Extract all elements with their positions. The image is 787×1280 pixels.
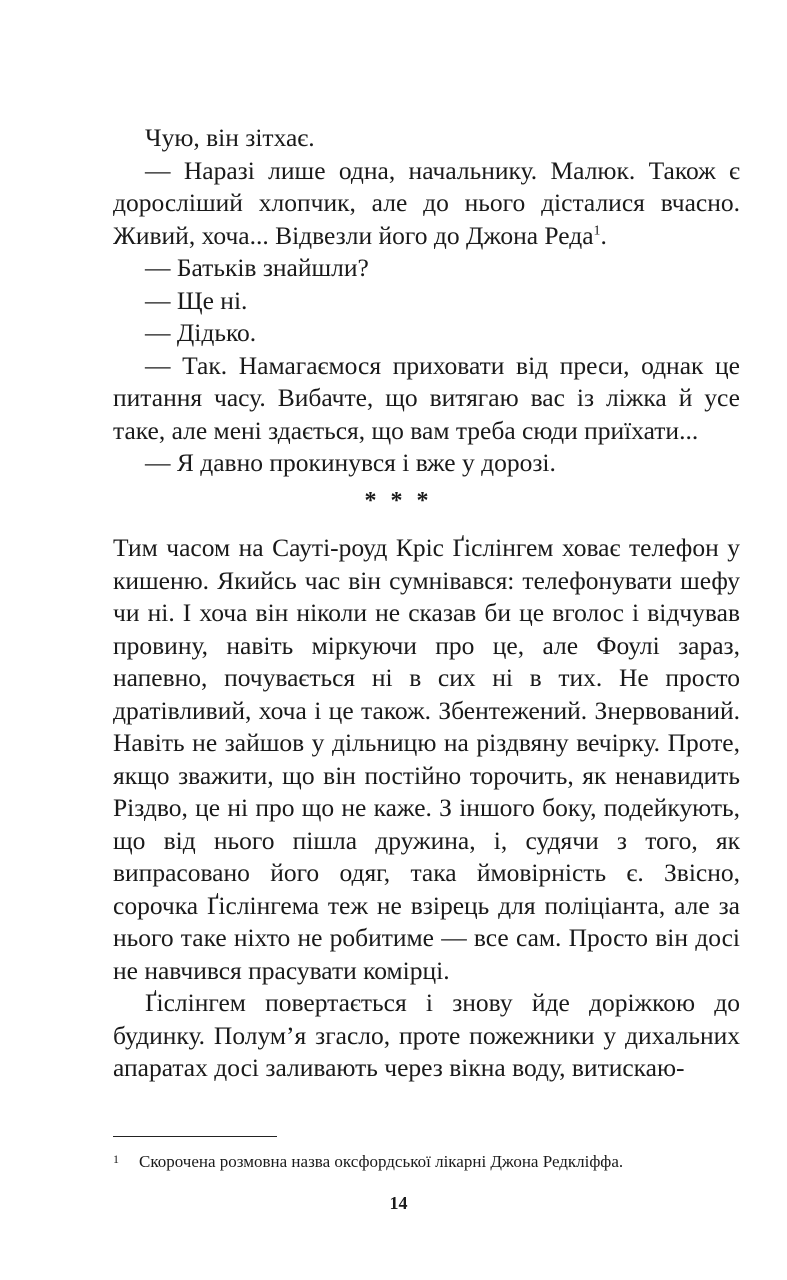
paragraph: — Батьків знайшли? bbox=[145, 253, 369, 282]
footnote-reference: 1 bbox=[593, 223, 601, 238]
paragraph: — Так. Намагаємося приховати від преси, однак це питання часу. Вибачте, що витягаю вас із ліжка й усе таке, але мені здається, що вам треба сюди приїхати... bbox=[113, 350, 740, 445]
paragraph: — Наразі лише одна, начальнику. Малюк. Також є дорослiший хлопчик, але до нього дісталися вчасно. Живий, хоча... Відвезли його до Джона Реда$^1$. bbox=[113, 155, 740, 250]
paragraph: — Я давно прокинувся і вже у дорозі. bbox=[145, 448, 556, 477]
text-block-after-break bbox=[113, 532, 740, 1085]
scene-break: * * * bbox=[364, 488, 433, 514]
footnote-marker: 1 bbox=[113, 1152, 119, 1166]
footnote-divider bbox=[113, 1136, 277, 1137]
footnote-text: Скорочена розмовна назва оксфордської лікарні Джона Редкліффа. bbox=[139, 1152, 624, 1171]
text-block-before-break bbox=[113, 122, 740, 480]
paragraph: Чую, він зітхає. bbox=[145, 123, 315, 152]
paragraph: Тим часом на Сауті-роуд Кріс Ґіслінгем ховає телефон у кишеню. Якийсь час він сумнівався: телефонувати шефу чи ні. І хоча він ніколи не сказав би це вголос і відчував провину, навіть міркуючи про це, але Фоулі зараз, напевно, почувається ні в сих ні в тих. Не просто дратівливий, хоча і це також. Збентежений. Знервований. Навіть не зайшов у дільницю на різдвяну вечірку. Проте, якщо зважити, що він постійно торочить, як ненавидить Різдво, це ні про що не каже. З іншого боку, подейкують, що від нього пішла дружина, і, судячи з того, як випрасовано його одяг, така ймовірність є. Звісно, сорочка Ґіслінгема теж не взірець для поліціанта, але за нього таке ніхто не робитиме — все сам. Просто він досі не навчився прасувати комірці. bbox=[113, 533, 740, 985]
paragraph: — Ще ні. bbox=[145, 285, 248, 315]
paragraph: — Дідько. bbox=[145, 318, 257, 347]
page-number: 14 bbox=[389, 1193, 408, 1213]
footnote bbox=[113, 1148, 740, 1173]
paragraph-text: — Наразі лише одна, начальнику. Малюк. Також є дорослiший хлопчик, але до нього дісталися вчасно. Живий, хоча... Відвезли його до Джона Реда bbox=[113, 155, 740, 250]
paragraph: Ґіслінгем повертається і знову йде доріжкою до будинку. Полум’я згасло, проте пожежники у дихальних апаратах досі заливають через вікна воду, витискаю- bbox=[113, 988, 740, 1082]
